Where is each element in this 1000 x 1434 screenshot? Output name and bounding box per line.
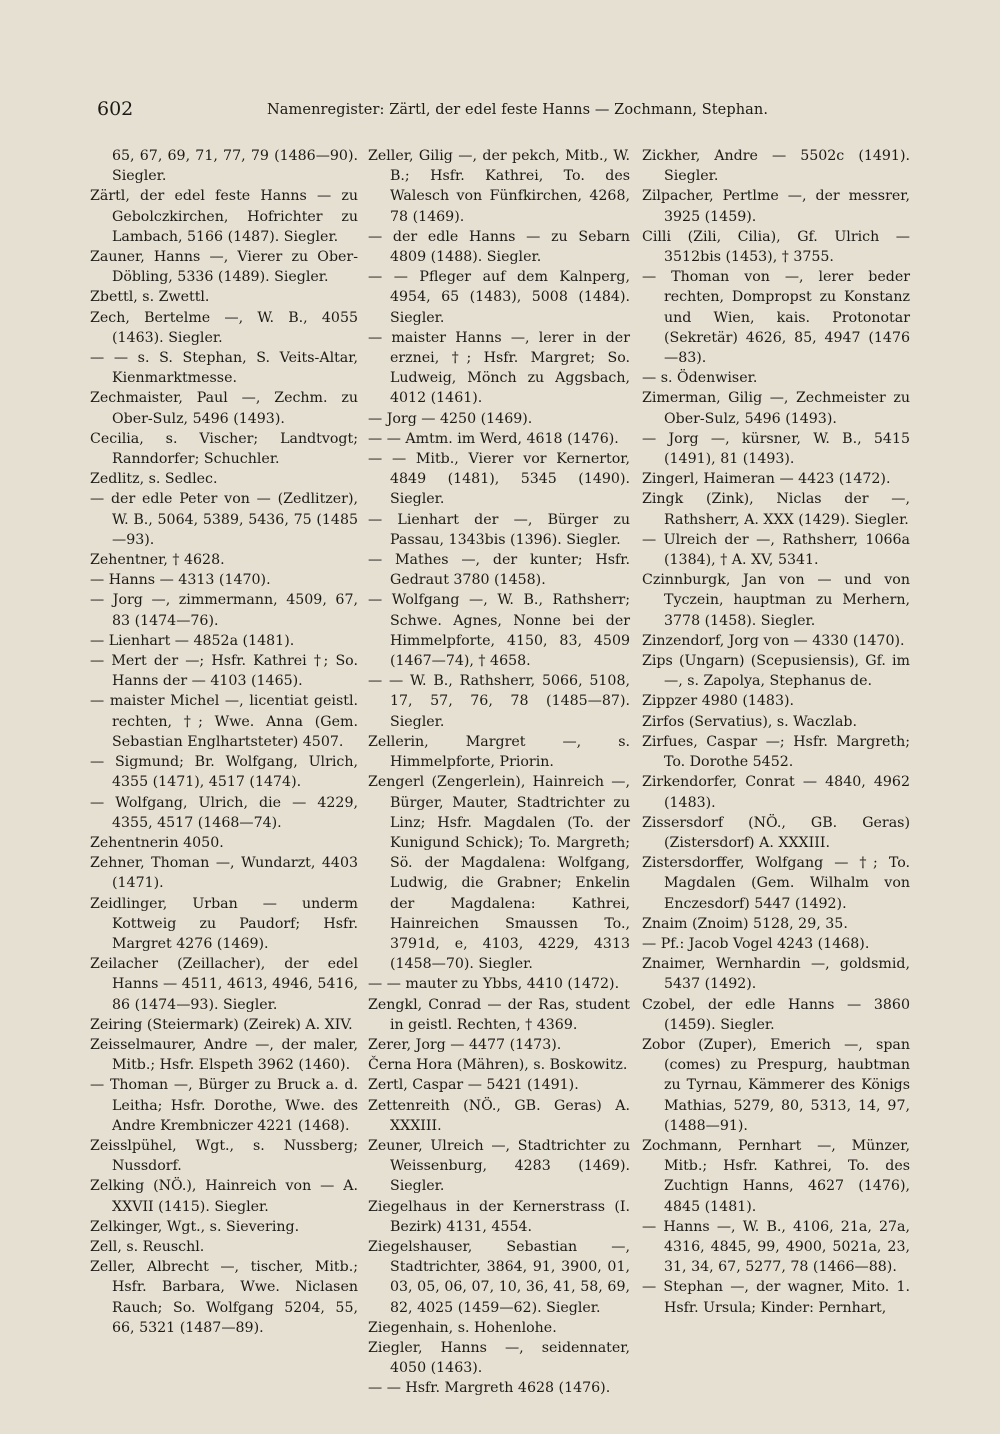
index-entry: — Thoman von —, lerer beder rechten, Dompropst zu Konstanz und Wien, kais. Protonotar (Sekretär) 4626, 85, 4947 (1476—83).	[642, 269, 910, 367]
index-entry: — — s. S. Stephan, S. Veits-Altar, Kienmarktmesse.	[90, 350, 358, 387]
index-entry: — Pf.: Jacob Vogel 4243 (1468).	[642, 935, 870, 952]
index-entry: Zärtl, der edel feste Hanns — zu Gebolczkirchen, Hofrichter zu Lambach, 5166 (1487). Siegler.	[90, 188, 358, 245]
index-entry: Zeidlinger, Urban — underm Kottweig zu Paudorf; Hsfr. Margret 4276 (1469).	[90, 895, 358, 952]
index-entry: Zelkinger, Wgt., s. Sievering.	[90, 1218, 300, 1235]
index-entry: — Wolfgang —, W. B., Rathsherr; Schwe. Agnes, Nonne bei der Himmelpforte, 4150, 83, 4509 (1467—74), † 4658.	[368, 592, 630, 670]
index-entry: Ziegelshauser, Sebastian —, Stadtrichter, 3864, 91, 3900, 01, 03, 05, 06, 07, 10, 36, 41, 58, 69, 82, 4025 (1459—62). Siegler.	[368, 1238, 630, 1316]
index-entry: Zechmaister, Paul —, Zechm. zu Ober-Sulz, 5496 (1493).	[90, 390, 358, 427]
index-entry: — Hanns —, W. B., 4106, 21a, 27a, 4316, 4845, 99, 4900, 5021a, 23, 31, 34, 67, 5277, 78 (1466—88).	[642, 1218, 910, 1276]
index-entry: Ziegelhaus in der Kernerstrass (I. Bezirk) 4131, 4554.	[368, 1198, 630, 1235]
index-entry: Zeller, Albrecht —, tischer, Mitb.; Hsfr. Barbara, Wwe. Niclasen Rauch; So. Wolfgang 5204, 55, 66, 5321 (1487—89).	[90, 1259, 358, 1336]
page-number: 602	[97, 98, 134, 120]
index-entry: Zengerl (Zengerlein), Hainreich —, Bürger, Mauter, Stadtrichter zu Linz; Hsfr. Magdalen (To. der Kunigund Schick); To. Margreth; Sö. der Magdalena: Wolfgang, Ludwig, die Grabner; Enkelin der Magdalena: Kathrei, Hainreichen Smaussen To., 3791d, e, 4103, 4229, 4313 (1458—70). Siegler.	[368, 774, 630, 973]
index-entry: Zimerman, Gilig —, Zechmeister zu Ober-Sulz, 5496 (1493).	[642, 390, 910, 427]
index-entry: Zauner, Hanns —, Vierer zu Ober-Döbling, 5336 (1489). Siegler.	[90, 249, 358, 286]
index-entry: Zeilacher (Zeillacher), der edel Hanns — 4511, 4613, 4946, 5416, 86 (1474—93). Siegler.	[90, 956, 358, 1013]
index-entry: — s. Ödenwiser.	[642, 370, 758, 387]
index-entry: Czinnburgk, Jan von — und von Tyczein, hauptman zu Merhern, 3778 (1458). Siegler.	[642, 572, 910, 629]
index-entry: Zerer, Jorg — 4477 (1473).	[368, 1036, 562, 1053]
index-entry: — Jorg — 4250 (1469).	[368, 410, 533, 427]
index-entry: Zirfos (Servatius), s. Waczlab.	[642, 713, 857, 730]
index-entry: Znaim (Znoim) 5128, 29, 35.	[642, 915, 848, 932]
index-column-right	[642, 146, 910, 1318]
page-header	[97, 98, 907, 124]
index-entry: Zehentnerin 4050.	[90, 834, 224, 851]
index-entry: — Stephan —, der wagner, Mito. 1. Hsfr. Ursula; Kinder: Pernhart,	[642, 1279, 910, 1316]
index-entry: Czobel, der edle Hanns — 3860 (1459). Siegler.	[642, 996, 910, 1033]
index-entry: — Jorg —, kürsner, W. B., 5415 (1491), 81 (1493).	[642, 430, 910, 468]
index-entry: Zettenreith (NÖ., GB. Geras) A. XXXIII.	[368, 1097, 630, 1134]
index-entry: 65, 67, 69, 71, 77, 79 (1486—90). Siegler.	[112, 148, 358, 185]
index-entry: — Wolfgang, Ulrich, die — 4229, 4355, 4517 (1468—74).	[90, 794, 358, 831]
index-entry: — maister Hanns —, lerer in der erznei, †; Hsfr. Margret; So. Ludweig, Mönch zu Aggsbach, 4012 (1461).	[368, 329, 630, 407]
index-entry: Zingk (Zink), Niclas der —, Rathsherr, A. XXX (1429). Siegler.	[642, 491, 910, 528]
index-entry: — — Hsfr. Margreth 4628 (1476).	[368, 1380, 611, 1397]
index-entry: Zobor (Zuper), Emerich —, span (comes) zu Prespurg, haubtman zu Tyrnau, Kämmerer des Königs Mathias, 5279, 80, 5313, 14, 97, (1488—91).	[642, 1036, 910, 1134]
index-column-left	[90, 146, 358, 1338]
index-entry: — der edle Peter von — (Zedlitzer), W. B., 5064, 5389, 5436, 75 (1485—93).	[90, 491, 358, 548]
index-entry: Zeuner, Ulreich —, Stadtrichter zu Weissenburg, 4283 (1469). Siegler.	[368, 1137, 630, 1195]
index-entry: Zirfues, Caspar —; Hsfr. Margreth; To. Dorothe 5452.	[642, 733, 910, 771]
index-entry: Zell, s. Reuschl.	[90, 1238, 205, 1255]
index-entry: Zellerin, Margret —, s. Himmelpforte, Priorin.	[368, 733, 630, 771]
index-entry: Cilli (Zili, Cilia), Gf. Ulrich — 3512bis (1453), † 3755.	[642, 228, 910, 266]
index-entry: — der edle Hanns — zu Sebarn 4809 (1488). Siegler.	[368, 228, 630, 266]
index-entry: — Mathes —, der kunter; Hsfr. Gedraut 3780 (1458).	[368, 552, 630, 589]
index-entry: Zech, Bertelme —, W. B., 4055 (1463). Siegler.	[90, 309, 358, 346]
index-entry: — Sigmund; Br. Wolfgang, Ulrich, 4355 (1471), 4517 (1474).	[90, 754, 358, 791]
index-entry: — — Amtm. im Werd, 4618 (1476).	[368, 430, 619, 447]
index-entry: Cecilia, s. Vischer; Landtvogt; Ranndorfer; Schuchler.	[90, 430, 358, 468]
index-entry: — maister Michel —, licentiat geistl. rechten, †; Wwe. Anna (Gem. Sebastian Englhartsteter) 4507.	[90, 693, 358, 750]
index-entry: — — Pfleger auf dem Kalnperg, 4954, 65 (1483), 5008 (1484). Siegler.	[368, 269, 630, 326]
index-entry: Zistersdorffer, Wolfgang — †; To. Magdalen (Gem. Wilhalm von Enczesdorf) 5447 (1492).	[642, 855, 910, 912]
index-entry: Zickher, Andre — 5502c (1491). Siegler.	[642, 148, 910, 185]
index-entry: Zertl, Caspar — 5421 (1491).	[368, 1077, 579, 1094]
index-entry: Zips (Ungarn) (Scepusiensis), Gf. im —, s. Zapolya, Stephanus de.	[642, 653, 910, 690]
index-entry: Zirkendorfer, Conrat — 4840, 4962 (1483).	[642, 774, 910, 811]
index-entry: Zbettl, s. Zwettl.	[90, 289, 210, 306]
index-entry: — — W. B., Rathsherr, 5066, 5108, 17, 57, 76, 78 (1485—87). Siegler.	[368, 673, 630, 730]
index-entry: Zilpacher, Pertlme —, der messrer, 3925 (1459).	[642, 188, 910, 225]
index-entry: Zingerl, Haimeran — 4423 (1472).	[642, 471, 891, 488]
index-entry: Zeisslpühel, Wgt., s. Nussberg; Nussdorf.	[90, 1137, 358, 1175]
index-entry: Zeller, Gilig —, der pekch, Mitb., W. B.; Hsfr. Kathrei, To. des Walesch von Fünfkirchen, 4268, 78 (1469).	[368, 148, 630, 225]
index-entry: Zehentner, † 4628.	[90, 552, 225, 569]
index-entry: Zedlitz, s. Sedlec.	[90, 471, 218, 488]
index-entry: Zissersdorf (NÖ., GB. Geras) (Zistersdorf) A. XXXIII.	[642, 814, 910, 851]
index-column-middle	[368, 146, 630, 1399]
index-entry: — Hanns — 4313 (1470).	[90, 572, 271, 589]
index-entry: Zehner, Thoman —, Wundarzt, 4403 (1471).	[90, 855, 358, 892]
index-entry: — Jorg —, zimmermann, 4509, 67, 83 (1474—76).	[90, 592, 358, 629]
index-entry: Ziegenhain, s. Hohenlohe.	[368, 1319, 557, 1336]
index-entry: Zelking (NÖ.), Hainreich von — A. XXVII (1415). Siegler.	[90, 1178, 358, 1215]
index-entry: Zippzer 4980 (1483).	[642, 693, 795, 710]
index-entry: Zeiring (Steiermark) (Zeirek) A. XIV.	[90, 1016, 353, 1033]
running-head: Namenregister: Zärtl, der edel feste Hanns — Zochmann, Stephan.	[267, 102, 769, 118]
index-entry: — Ulreich der —, Rathsherr, 1066a (1384), † A. XV, 5341.	[642, 531, 910, 569]
index-entry: Znaimer, Wernhardin —, goldsmid, 5437 (1492).	[642, 956, 910, 993]
index-entry: Černa Hora (Mähren), s. Boskowitz.	[368, 1057, 628, 1074]
index-entry: Ziegler, Hanns —, seidennater, 4050 (1463).	[368, 1339, 630, 1377]
index-entry: — Mert der —; Hsfr. Kathrei †; So. Hanns der — 4103 (1465).	[90, 653, 358, 690]
index-entry: Zengkl, Conrad — der Ras, student in geistl. Rechten, † 4369.	[368, 996, 630, 1033]
index-entry: — — mauter zu Ybbs, 4410 (1472).	[368, 976, 620, 993]
index-entry: — Thoman —, Bürger zu Bruck a. d. Leitha; Hsfr. Dorothe, Wwe. des Andre Krembniczer 4221 (1468).	[90, 1077, 358, 1134]
index-entry: Zeisselmaurer, Andre —, der maler, Mitb.; Hsfr. Elspeth 3962 (1460).	[90, 1036, 358, 1074]
index-entry: — — Mitb., Vierer vor Kernertor, 4849 (1481), 5345 (1490). Siegler.	[368, 451, 630, 508]
index-entry: — Lienhart der —, Bürger zu Passau, 1343bis (1396). Siegler.	[368, 511, 630, 548]
index-entry: — Lienhart — 4852a (1481).	[90, 632, 295, 649]
index-entry: Zinzendorf, Jorg von — 4330 (1470).	[642, 632, 905, 649]
index-entry: Zochmann, Pernhart —, Münzer, Mitb.; Hsfr. Kathrei, To. des Zuchtign Hanns, 4627 (1476), 4845 (1481).	[642, 1137, 910, 1215]
